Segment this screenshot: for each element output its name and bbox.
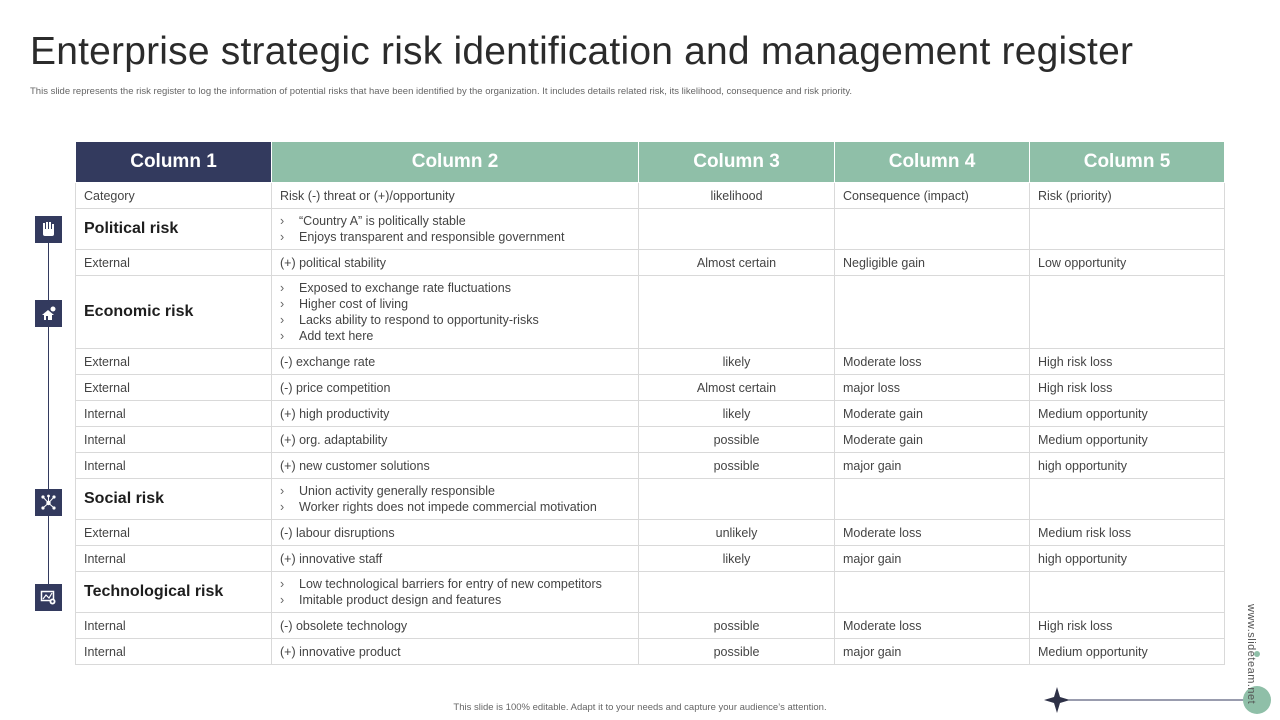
table-cell: Internal (76, 613, 272, 639)
table-cell: high opportunity (1030, 546, 1225, 572)
bullet-item: › “Country A” is politically stable (280, 213, 630, 229)
brand-watermark: www.slideteam.net (1245, 604, 1257, 705)
column-header: Column 1 (76, 142, 272, 183)
column-header: Column 3 (639, 142, 835, 183)
table-cell: (-) obsolete technology (272, 613, 639, 639)
table-cell: High risk loss (1030, 613, 1225, 639)
table-cell: possible (639, 639, 835, 665)
table-cell: External (76, 250, 272, 276)
table-cell: External (76, 375, 272, 401)
table-cell: possible (639, 613, 835, 639)
table-cell: (+) innovative product (272, 639, 639, 665)
table-cell: Moderate loss (835, 520, 1030, 546)
column-header: Column 5 (1030, 142, 1225, 183)
table-cell: major gain (835, 453, 1030, 479)
table-cell: high opportunity (1030, 453, 1225, 479)
category-name: Political risk (76, 209, 272, 250)
table-cell: possible (639, 453, 835, 479)
bullet-item: › Union activity generally responsible (280, 483, 630, 499)
page-title: Enterprise strategic risk identification and management register (30, 30, 1134, 73)
table-cell: (-) labour disruptions (272, 520, 639, 546)
table-cell: (-) price competition (272, 375, 639, 401)
table-cell: likely (639, 349, 835, 375)
category-name: Economic risk (76, 276, 272, 349)
table-cell: Internal (76, 401, 272, 427)
table-cell: Medium opportunity (1030, 427, 1225, 453)
table-cell: Almost certain (639, 250, 835, 276)
bullet-item: › Worker rights does not impede commercial motivation (280, 499, 630, 515)
table-cell: Low opportunity (1030, 250, 1225, 276)
table-cell: major gain (835, 639, 1030, 665)
bullet-item: › Imitable product design and features (280, 592, 630, 608)
table-cell: External (76, 349, 272, 375)
table-cell: (+) political stability (272, 250, 639, 276)
table-cell: High risk loss (1030, 349, 1225, 375)
table-cell: Category (76, 183, 272, 209)
table-cell: Moderate gain (835, 427, 1030, 453)
table-cell: Medium opportunity (1030, 639, 1225, 665)
table-cell: (+) new customer solutions (272, 453, 639, 479)
table-cell: (+) innovative staff (272, 546, 639, 572)
table-cell: Moderate loss (835, 349, 1030, 375)
table-cell: likely (639, 546, 835, 572)
bullet-item: › Exposed to exchange rate fluctuations (280, 280, 630, 296)
table-cell: Internal (76, 639, 272, 665)
table-cell: Internal (76, 546, 272, 572)
footer-note: This slide is 100% editable. Adapt it to your needs and capture your audience’s attention. (453, 702, 827, 713)
table-cell: High risk loss (1030, 375, 1225, 401)
table-cell: likely (639, 401, 835, 427)
table-cell: (+) high productivity (272, 401, 639, 427)
table-cell: Risk (-) threat or (+)/opportunity (272, 183, 639, 209)
table-cell: Medium opportunity (1030, 401, 1225, 427)
table-cell: major loss (835, 375, 1030, 401)
column-header: Column 4 (835, 142, 1030, 183)
table-cell: External (76, 520, 272, 546)
table-cell: Risk (priority) (1030, 183, 1225, 209)
table-cell: (-) exchange rate (272, 349, 639, 375)
table-cell: Moderate loss (835, 613, 1030, 639)
bullet-item: › Low technological barriers for entry of new competitors (280, 576, 630, 592)
table-cell: unlikely (639, 520, 835, 546)
table-cell: possible (639, 427, 835, 453)
table-cell: (+) org. adaptability (272, 427, 639, 453)
table-cell: Moderate gain (835, 401, 1030, 427)
category-name: Technological risk (76, 572, 272, 613)
bullet-item: › Add text here (280, 328, 630, 344)
page-subtitle: This slide represents the risk register to log the information of potential risks that have been identified by the organization. It includes details related risk, its likelihood, consequence and risk priority. (30, 86, 853, 97)
table-cell: Negligible gain (835, 250, 1030, 276)
table-cell: Medium risk loss (1030, 520, 1225, 546)
table-cell: Consequence (impact) (835, 183, 1030, 209)
table-cell: major gain (835, 546, 1030, 572)
bullet-item: › Enjoys transparent and responsible government (280, 229, 630, 245)
bullet-item: › Lacks ability to respond to opportunity-risks (280, 312, 630, 328)
table-cell: Internal (76, 427, 272, 453)
table-cell: likelihood (639, 183, 835, 209)
category-name: Social risk (76, 479, 272, 520)
column-header: Column 2 (272, 142, 639, 183)
bullet-item: › Higher cost of living (280, 296, 630, 312)
table-cell: Almost certain (639, 375, 835, 401)
table-cell: Internal (76, 453, 272, 479)
